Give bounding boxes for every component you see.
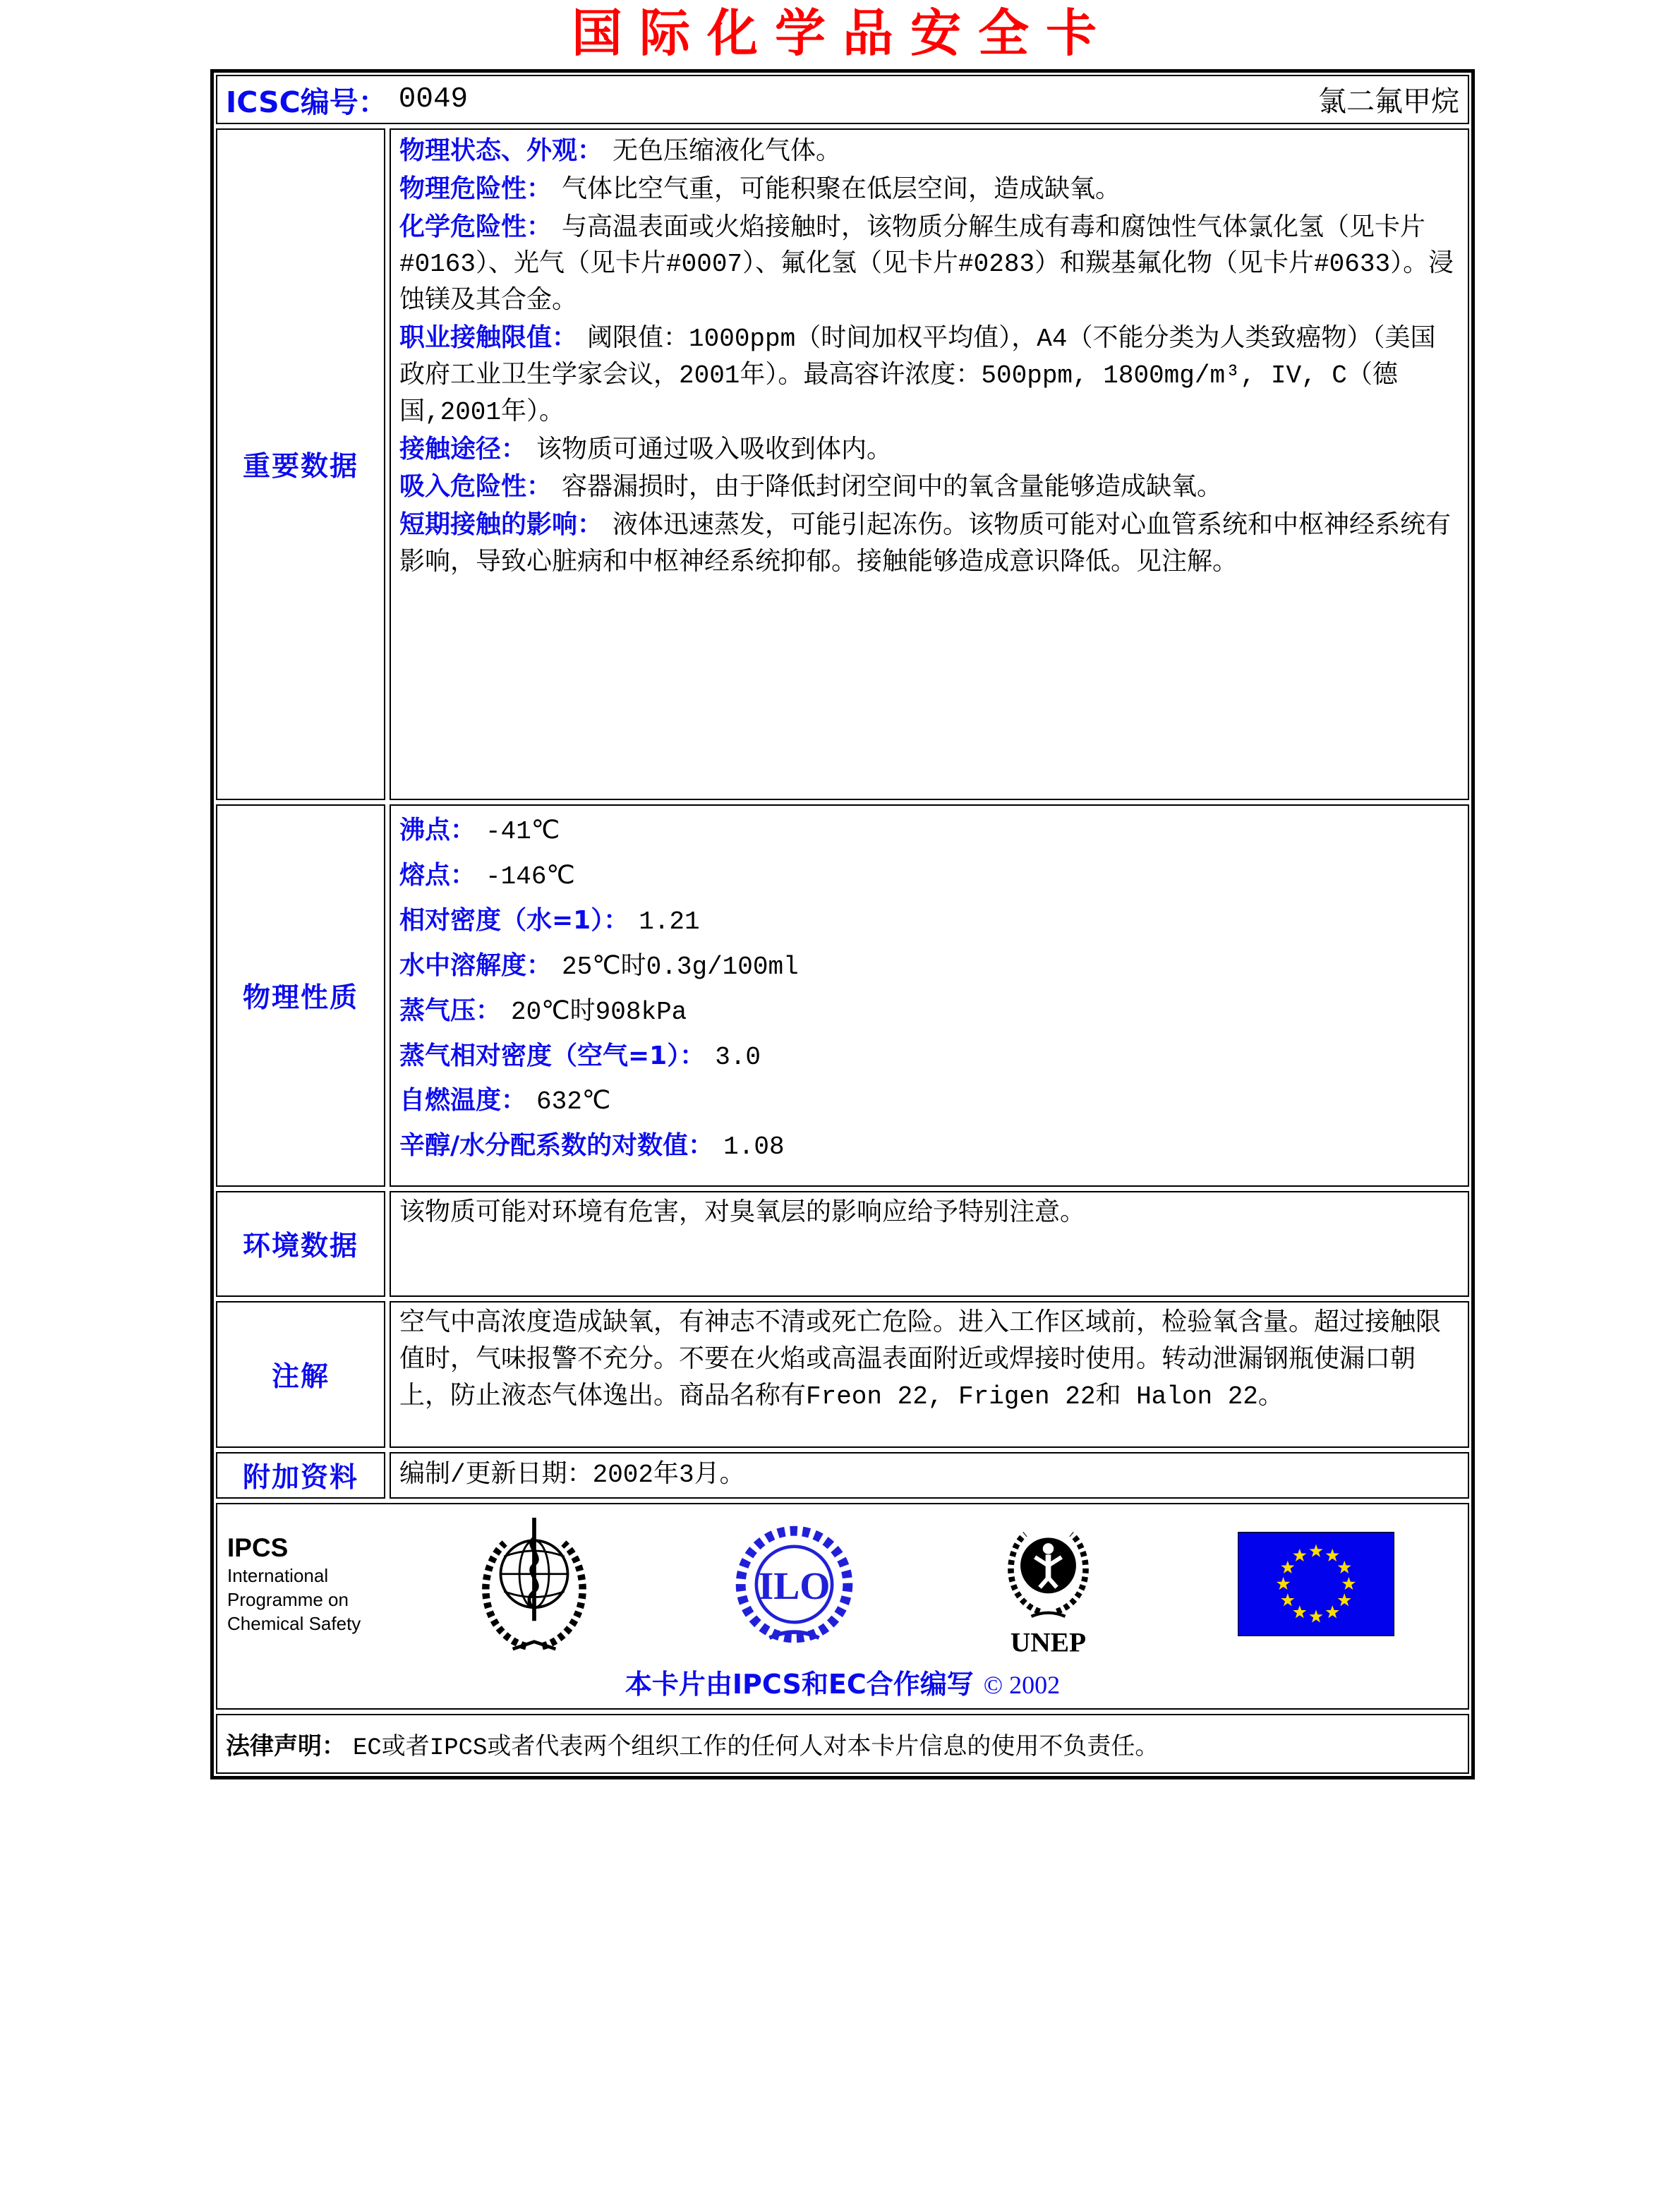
important-item: 接触途径： 该物质可通过吸入吸收到体内。 (399, 434, 893, 465)
page-title: 国际化学品安全卡 (571, 4, 1114, 63)
unep-icon (987, 1510, 1110, 1658)
footer-logos-band (227, 1510, 1458, 1658)
important-item: 职业接触限值： 阈限值：1000ppm（时间加权平均值），A4（不能分类为人类致癌物）（美国政府工业卫生学家会议，2001年）。最高容许浓度：500ppm, 1800mg/m³, IV, C（德国,2001年）。 (399, 323, 1436, 427)
property-line: 熔点： -146℃ (399, 860, 575, 891)
property-line: 蒸气相对密度（空气=1）： 3.0 (399, 1041, 761, 1072)
chemical-name: 氯二氟甲烷 (1318, 88, 1459, 120)
property-line: 相对密度（水=1）： 1.21 (399, 905, 700, 936)
credit-text: 本卡片由IPCS和EC合作编写 (625, 1669, 974, 1700)
environmental-data-row (214, 1189, 1471, 1299)
ipcs-line: Chemical Safety (227, 1613, 361, 1635)
icsc-table (210, 69, 1475, 1779)
unep-caption: UNEP (1011, 1626, 1087, 1658)
footer-caption (227, 1662, 1458, 1701)
property-line: 蒸气压： 20℃时908kPa (399, 996, 687, 1027)
ilo-letters: ILO (758, 1564, 831, 1608)
ipcs-line: International (227, 1565, 329, 1587)
important-item: 物理危险性： 气体比空气重，可能积聚在低层空间，造成缺氧。 (399, 174, 1121, 205)
property-line: 水中溶解度： 25℃时0.3g/100ml (399, 950, 799, 981)
ipcs-line: Programme on (227, 1589, 349, 1611)
who-icon (467, 1513, 601, 1655)
property-line: 辛醇/水分配系数的对数值： 1.08 (399, 1131, 785, 1162)
important-data-row (214, 126, 1471, 802)
important-item: 吸入危险性： 容器漏损时，由于降低封闭空间中的氧含量能够造成缺氧。 (399, 472, 1223, 503)
section-label-important-data: 重要数据 (216, 128, 385, 800)
eu-flag-icon (1238, 1532, 1394, 1636)
important-data-content (390, 128, 1469, 800)
property-line: 沸点： -41℃ (399, 816, 560, 846)
logo-zone (404, 1510, 1458, 1658)
header-cell (216, 75, 1469, 124)
additional-info-content: 编制/更新日期：2002年3月。 (390, 1452, 1469, 1499)
important-item: 短期接触的影响： 液体迅速蒸发，可能引起冻伤。该物质可能对心血管系统和中枢神经系统有影响，导致心脏病和中枢神经系统抑郁。接触能够造成意识降低。见注解。 (399, 510, 1452, 578)
section-label-physical-properties: 物理性质 (216, 804, 385, 1187)
physical-properties-row (214, 802, 1471, 1189)
environmental-data-content: 该物质可能对环境有危害，对臭氧层的影响应给予特别注意。 (390, 1191, 1469, 1297)
important-item: 化学危险性： 与高温表面或火焰接触时，该物质分解生成有毒和腐蚀性气体氯化氢（见卡片#0163）、光气（见卡片#0007）、氟化氢（见卡片#0283）和羰基氟化物（见卡片#0633）。浸蚀镁及其合金。 (399, 212, 1454, 316)
copyright-text: © 2002 (983, 1671, 1061, 1699)
ipcs-text-block (227, 1532, 404, 1636)
section-label-environmental-data: 环境数据 (216, 1191, 385, 1297)
legal-cell (216, 1714, 1469, 1774)
ilo-icon (729, 1519, 859, 1650)
icsc-number-label: ICSC编号： (226, 85, 387, 119)
section-label-additional-info: 附加资料 (216, 1452, 385, 1499)
section-label-notes: 注解 (216, 1301, 385, 1448)
notes-row (214, 1299, 1471, 1450)
legal-row (214, 1712, 1471, 1776)
header-row (214, 73, 1471, 126)
footer-row (214, 1501, 1471, 1712)
property-line: 自燃温度： 632℃ (399, 1086, 611, 1117)
icsc-card-sheet (210, 0, 1475, 1779)
icsc-number-value: 0049 (398, 83, 469, 116)
icsc-number-group (226, 79, 468, 121)
additional-info-row (214, 1450, 1471, 1501)
ipcs-acronym: IPCS (227, 1533, 289, 1563)
important-item: 物理状态、外观： 无色压缩液化气体。 (399, 136, 842, 167)
notes-content: 空气中高浓度造成缺氧，有神志不清或死亡危险。进入工作区域前，检验氧含量。超过接触限值时，气味报警不充分。不要在火焰或高温表面附近或焊接时使用。转动泄漏钢瓶使漏口朝上，防止液态气体逸出。商品名称有Freon 22, Frigen 22和 Halon 22。 (390, 1301, 1469, 1448)
physical-properties-content (390, 804, 1469, 1187)
legal-text: EC或者IPCS或者代表两个组织工作的任何人对本卡片信息的使用不负责任。 (353, 1734, 1159, 1762)
legal-label: 法律声明： (226, 1732, 346, 1760)
footer-cell (216, 1503, 1469, 1710)
